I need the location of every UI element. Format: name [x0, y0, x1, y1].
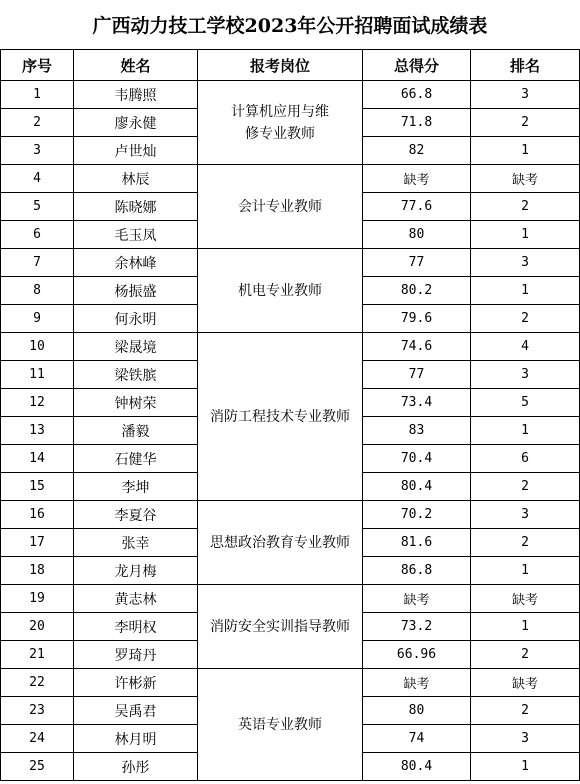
row-score: 79.6 — [363, 305, 471, 333]
row-score: 74 — [363, 725, 471, 753]
row-score: 66.8 — [363, 81, 471, 109]
row-no: 16 — [1, 501, 74, 529]
row-score: 缺考 — [363, 585, 471, 613]
row-position: 机电专业教师 — [198, 249, 363, 333]
row-name: 韦腾照 — [74, 81, 198, 109]
row-score: 80.4 — [363, 473, 471, 501]
table-row — [1, 669, 580, 697]
row-no: 22 — [1, 669, 74, 697]
sheet-title: 广西动力技工学校2023年公开招聘面试成绩表 — [92, 15, 488, 37]
row-score: 86.8 — [363, 557, 471, 585]
row-no: 20 — [1, 613, 74, 641]
row-name: 何永明 — [74, 305, 198, 333]
row-rank: 1 — [471, 137, 580, 165]
row-rank: 3 — [471, 249, 580, 277]
row-name: 杨振盛 — [74, 277, 198, 305]
row-name: 许彬新 — [74, 669, 198, 697]
row-score: 80.4 — [363, 753, 471, 781]
row-name: 余林峰 — [74, 249, 198, 277]
row-rank: 4 — [471, 333, 580, 361]
row-name: 梁晟境 — [74, 333, 198, 361]
row-name: 罗琦丹 — [74, 641, 198, 669]
row-rank: 3 — [471, 501, 580, 529]
row-no: 13 — [1, 417, 74, 445]
row-rank: 3 — [471, 725, 580, 753]
row-rank: 2 — [471, 193, 580, 221]
score-table — [0, 49, 580, 781]
row-rank: 1 — [471, 557, 580, 585]
row-score: 70.4 — [363, 445, 471, 473]
row-rank: 2 — [471, 641, 580, 669]
row-position — [198, 81, 363, 165]
row-name: 石健华 — [74, 445, 198, 473]
header-position: 报考岗位 — [198, 50, 363, 81]
row-no: 7 — [1, 249, 74, 277]
row-no: 1 — [1, 81, 74, 109]
row-name: 钟树荣 — [74, 389, 198, 417]
row-rank: 2 — [471, 305, 580, 333]
row-name: 李坤 — [74, 473, 198, 501]
row-no: 24 — [1, 725, 74, 753]
row-no: 15 — [1, 473, 74, 501]
row-no: 5 — [1, 193, 74, 221]
row-no: 2 — [1, 109, 74, 137]
row-score: 73.2 — [363, 613, 471, 641]
header-name: 姓名 — [74, 50, 198, 81]
row-no: 10 — [1, 333, 74, 361]
row-name: 毛玉凤 — [74, 221, 198, 249]
table-row — [1, 249, 580, 277]
row-position: 消防安全实训指导教师 — [198, 585, 363, 669]
row-name: 龙月梅 — [74, 557, 198, 585]
row-name: 孙彤 — [74, 753, 198, 781]
header-row — [1, 50, 580, 81]
row-score: 73.4 — [363, 389, 471, 417]
row-score: 缺考 — [363, 669, 471, 697]
row-rank: 1 — [471, 753, 580, 781]
row-position: 消防工程技术专业教师 — [198, 333, 363, 501]
row-score: 77 — [363, 361, 471, 389]
row-rank: 2 — [471, 697, 580, 725]
row-score: 80 — [363, 221, 471, 249]
row-name: 李夏谷 — [74, 501, 198, 529]
row-name: 吴禹君 — [74, 697, 198, 725]
table-row — [1, 501, 580, 529]
row-no: 23 — [1, 697, 74, 725]
row-no: 25 — [1, 753, 74, 781]
row-rank: 1 — [471, 613, 580, 641]
row-rank: 5 — [471, 389, 580, 417]
row-name: 林辰 — [74, 165, 198, 193]
row-name: 李明权 — [74, 613, 198, 641]
row-position: 思想政治教育专业教师 — [198, 501, 363, 585]
row-name: 林月明 — [74, 725, 198, 753]
row-no: 4 — [1, 165, 74, 193]
row-score: 70.2 — [363, 501, 471, 529]
row-position: 英语专业教师 — [198, 669, 363, 781]
row-score: 80.2 — [363, 277, 471, 305]
row-score: 80 — [363, 697, 471, 725]
row-no: 9 — [1, 305, 74, 333]
row-name: 卢世灿 — [74, 137, 198, 165]
row-rank: 6 — [471, 445, 580, 473]
row-rank: 1 — [471, 277, 580, 305]
row-no: 14 — [1, 445, 74, 473]
row-score: 缺考 — [363, 165, 471, 193]
row-rank: 3 — [471, 81, 580, 109]
row-name: 潘毅 — [74, 417, 198, 445]
row-position: 会计专业教师 — [198, 165, 363, 249]
row-name: 黄志林 — [74, 585, 198, 613]
row-rank: 缺考 — [471, 165, 580, 193]
row-no: 19 — [1, 585, 74, 613]
row-no: 3 — [1, 137, 74, 165]
row-name: 梁铁膑 — [74, 361, 198, 389]
row-rank: 缺考 — [471, 585, 580, 613]
row-rank: 2 — [471, 529, 580, 557]
row-rank: 2 — [471, 473, 580, 501]
row-score: 81.6 — [363, 529, 471, 557]
row-no: 8 — [1, 277, 74, 305]
row-rank: 2 — [471, 109, 580, 137]
row-score: 77.6 — [363, 193, 471, 221]
row-rank: 1 — [471, 221, 580, 249]
row-score: 82 — [363, 137, 471, 165]
row-score: 71.8 — [363, 109, 471, 137]
row-name: 张幸 — [74, 529, 198, 557]
row-rank: 缺考 — [471, 669, 580, 697]
table-row — [1, 333, 580, 361]
row-no: 11 — [1, 361, 74, 389]
row-name: 陈晓娜 — [74, 193, 198, 221]
table-row — [1, 585, 580, 613]
row-no: 18 — [1, 557, 74, 585]
row-score: 66.96 — [363, 641, 471, 669]
position-line: 计算机应用与维 — [231, 103, 329, 120]
header-no: 序号 — [1, 50, 74, 81]
position-line: 修专业教师 — [245, 125, 315, 142]
row-no: 6 — [1, 221, 74, 249]
table-row — [1, 81, 580, 109]
row-no: 17 — [1, 529, 74, 557]
row-rank: 3 — [471, 361, 580, 389]
row-rank: 1 — [471, 417, 580, 445]
row-score: 77 — [363, 249, 471, 277]
row-score: 74.6 — [363, 333, 471, 361]
table-row — [1, 165, 580, 193]
row-no: 21 — [1, 641, 74, 669]
row-no: 12 — [1, 389, 74, 417]
header-score: 总得分 — [363, 50, 471, 81]
row-name: 廖永健 — [74, 109, 198, 137]
row-score: 83 — [363, 417, 471, 445]
header-rank: 排名 — [471, 50, 580, 81]
